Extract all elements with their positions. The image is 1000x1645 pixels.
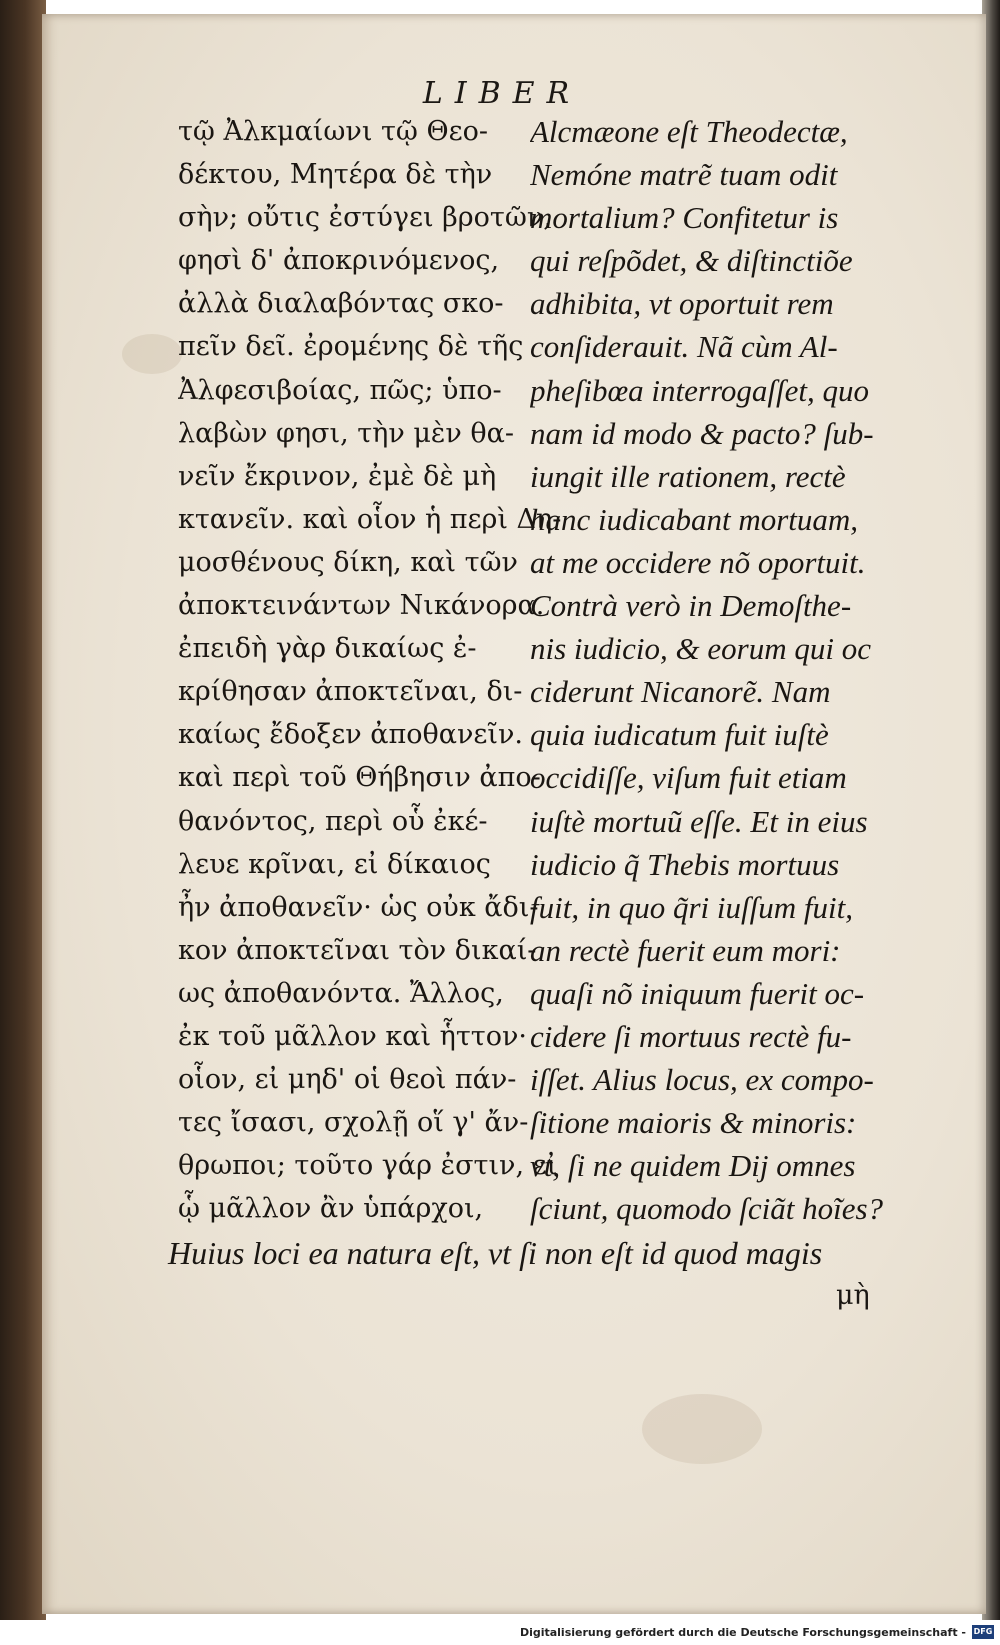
latin-bottom-line: Huius loci ea natura eſt, vt ſi non eſt id quod magis xyxy=(168,1235,823,1271)
latin-text-line: iungit ille rationem, rectè xyxy=(530,458,846,494)
greek-text-column xyxy=(178,110,568,1230)
greek-text-line: κρίθησαν ἀποκτεῖναι, δι- xyxy=(178,676,523,708)
latin-text-line: cidere ſi mortuus rectè fu- xyxy=(530,1018,852,1054)
greek-text-line: μοσθένους δίκη, καὶ τῶν xyxy=(178,546,518,578)
greek-text-line: θανόντος, περὶ οὗ ἐκέ- xyxy=(178,805,488,837)
greek-text-line: δέκτου, Μητέρα δὲ τὴν xyxy=(178,159,493,191)
latin-text-line: Alcmæone eſt Theodectæ, xyxy=(530,114,848,149)
greek-text-line: νεῖν ἔκρινον, ἐμὲ δὲ μὴ xyxy=(178,460,497,492)
greek-text-line: ως ἀποθανόντα. Ἄλλος, xyxy=(178,977,504,1009)
latin-text-line: occidiſſe, viſum fuit etiam xyxy=(530,760,847,796)
book-binding-edge-left xyxy=(0,0,46,1620)
greek-text-line: ᾧ μᾶλλον ἂν ὑπάρχοι, xyxy=(178,1193,484,1225)
greek-text-line: λαβὼν φησι, τὴν μὲν θα- xyxy=(178,417,514,449)
latin-text-line: ciderunt Nicanorẽ. Nam xyxy=(530,674,831,710)
greek-text-line: λευε κρῖναι, εἰ δίκαιος xyxy=(178,848,491,880)
greek-text-line: καίως ἔδοξεν ἀποθανεῖν. xyxy=(178,719,523,751)
latin-text-line: nam id modo & pacto? ſub- xyxy=(530,415,874,451)
greek-text-line: καὶ περὶ τοῦ Θήβησιν ἀπο- xyxy=(178,762,541,794)
latin-text-line: vt, ſi ne quidem Dij omnes xyxy=(530,1148,856,1184)
latin-text-line: iſſet. Alius locus, ex compo- xyxy=(530,1062,874,1098)
latin-text-line: conſiderauit. Nã cùm Al- xyxy=(530,329,838,365)
latin-text-line: iuſtè mortuũ eſſe. Et in eius xyxy=(530,803,868,839)
latin-text-line: iudicio q̃ Thebis mortuus xyxy=(530,846,840,882)
greek-text-line: τες ἴσασι, σχολῇ οἵ γ' ἄν- xyxy=(178,1107,529,1139)
greek-text-line: ἀποκτεινάντων Νικάνορα. xyxy=(178,590,545,622)
latin-text-line: mortalium? Confitetur is xyxy=(530,200,839,236)
dfg-logo-icon: DFG xyxy=(972,1625,994,1639)
greek-text-line: οἷον, εἰ μηδ' οἱ θεοὶ πάν- xyxy=(178,1064,517,1096)
greek-text-line: Ἀλφεσιβοίας, πῶς; ὑπο- xyxy=(178,374,502,406)
catchword: μὴ xyxy=(836,1280,870,1311)
latin-text-line: hanc iudicabant mortuam, xyxy=(530,501,859,537)
latin-text-line: qui reſpõdet, & diſtinctiõe xyxy=(530,243,853,279)
latin-text-line: at me occidere nõ oportuit. xyxy=(530,544,866,580)
latin-text-line: an rectè fuerit eum mori: xyxy=(530,932,841,968)
latin-text-line: fuit, in quo q̃ri iuſſum fuit, xyxy=(530,889,853,925)
greek-text-line: ἐκ τοῦ μᾶλλον καὶ ἧττον· xyxy=(178,1020,527,1052)
paper-stain xyxy=(122,334,182,374)
greek-text-line: φησὶ δ' ἀποκρινόμενος, xyxy=(178,245,500,277)
latin-text-line: nis iudicio, & eorum qui oc xyxy=(530,631,871,667)
latin-text-line: quia iudicatum fuit iuſtè xyxy=(530,717,829,753)
digitization-credit-text: Digitalisierung gefördert durch die Deutsche Forschungsgemeinschaft - xyxy=(519,1626,966,1639)
greek-text-line: πεῖν δεῖ. ἐρομένης δὲ τῆς xyxy=(178,331,524,363)
latin-text-column xyxy=(530,110,930,1230)
greek-text-line: ἦν ἀποθανεῖν· ὡς οὐκ ἄδι- xyxy=(178,891,539,923)
latin-text-line: Nemóne matrẽ tuam odit xyxy=(530,157,838,193)
paper-stain xyxy=(642,1394,762,1464)
greek-text-line: τῷ Ἀλκμαίωνι τῷ Θεο- xyxy=(178,116,489,147)
latin-text-line: pheſibœa interrogaſſet, quo xyxy=(530,372,869,408)
greek-text-line: ἀλλὰ διαλαβόντας σκο- xyxy=(178,288,504,320)
greek-text-line: ἐπειδὴ γὰρ δικαίως ἐ- xyxy=(178,633,477,665)
running-header: LIBER xyxy=(422,76,582,111)
greek-text-line: κτανεῖν. καὶ οἷον ἡ περὶ Δη- xyxy=(178,503,562,535)
greek-text-line: κον ἀποκτεῖναι τὸν δικαί- xyxy=(178,934,537,966)
latin-text-line: ſitione maioris & minoris: xyxy=(530,1105,857,1141)
latin-text-line: Contrà verò in Demoſthe- xyxy=(530,588,852,624)
latin-text-line: ſciunt, quomodo ſciãt hoĩes? xyxy=(530,1191,884,1227)
greek-text-line: σὴν; οὔτις ἐστύγει βροτῶν, xyxy=(178,202,552,234)
latin-text-line: quaſi nõ iniquum fuerit oc- xyxy=(530,975,865,1011)
greek-text-line: θρωποι; τοῦτο γάρ ἐστιν, εἰ xyxy=(178,1150,558,1182)
latin-text-line: adhibita, vt oportuit rem xyxy=(530,286,834,322)
